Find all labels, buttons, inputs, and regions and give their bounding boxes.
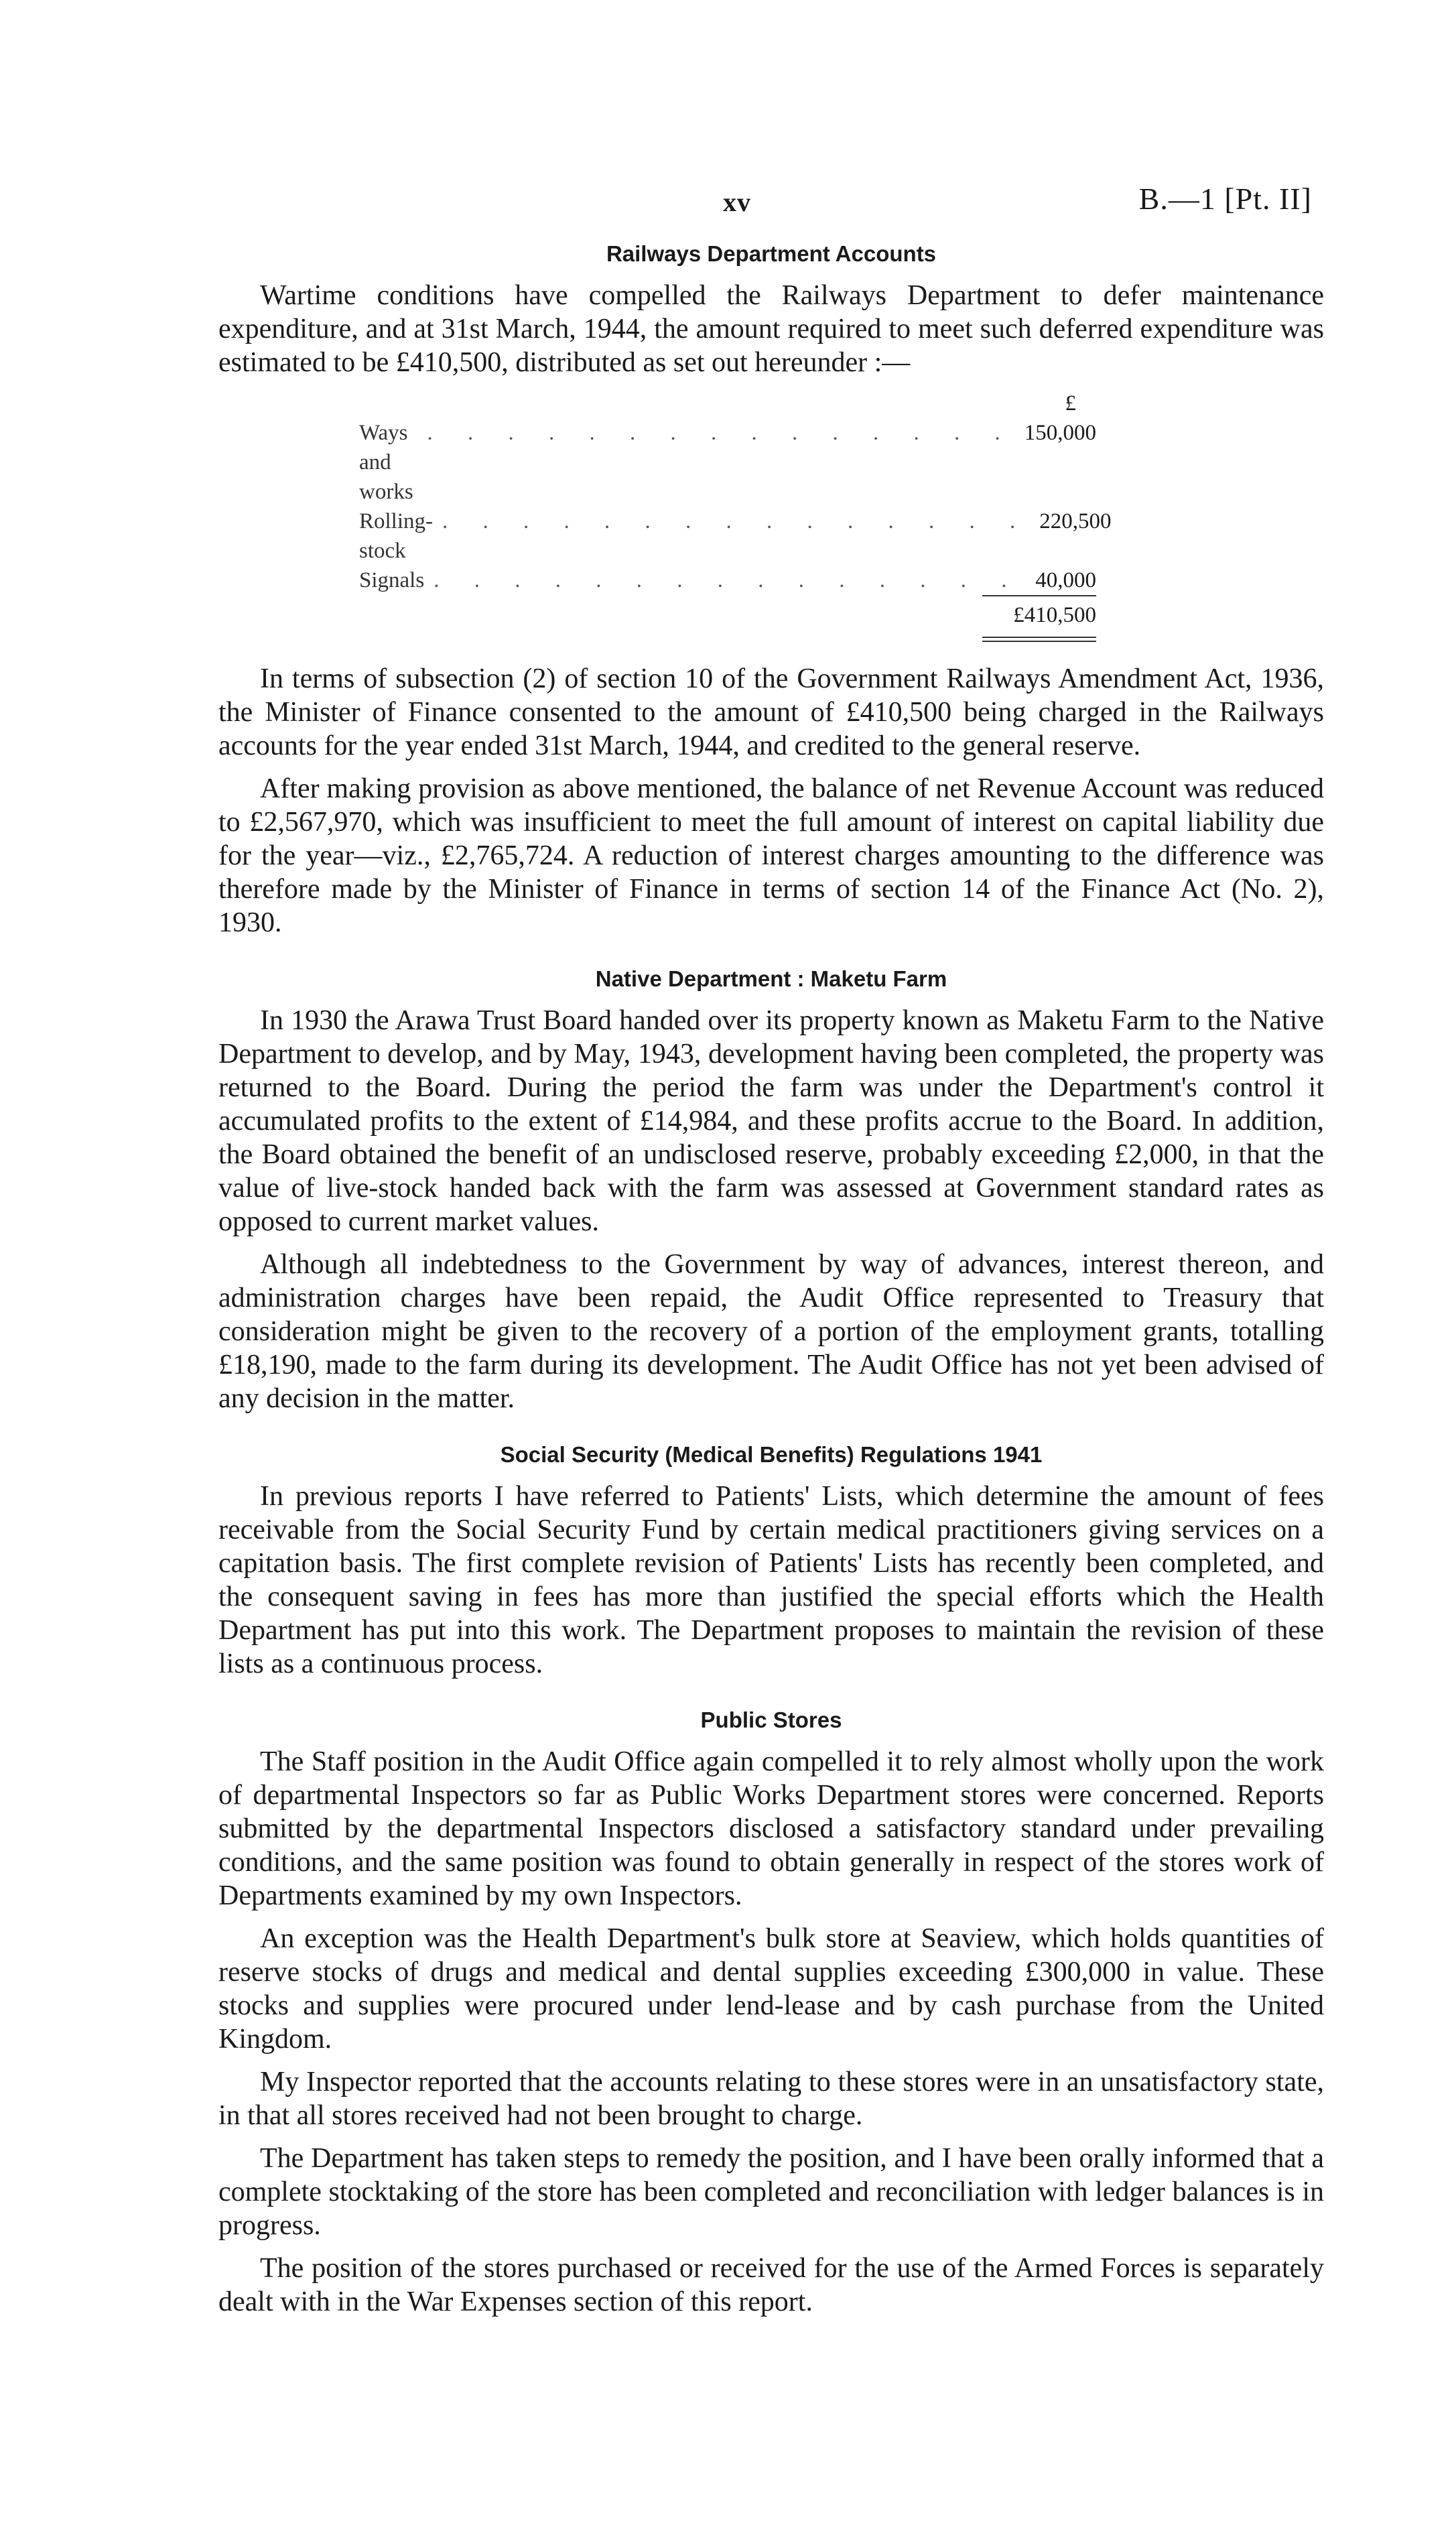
document-reference: B.—1 [Pt. II]	[1138, 182, 1312, 216]
leader-dots: . . . . . . . . . . . . . . .	[434, 568, 1022, 592]
paragraph: An exception was the Health Department's bulk store at Seaview, which holds quantities of reserve stocks of drugs and medical and dental supplies exceeding £300,000 in value. These stocks and supplies were procured under lend-lease and by cash purchase from the United Kingdom.	[218, 1923, 1324, 2055]
table-total: £410,500	[982, 595, 1096, 630]
section-railways	[218, 241, 1324, 940]
table-row	[359, 418, 1096, 507]
section-heading: Railways Department Accounts	[606, 241, 937, 266]
page-number: xv	[723, 187, 751, 217]
table-item: Rolling-stock	[359, 509, 434, 563]
table-item: Ways and works	[359, 421, 413, 504]
paragraph: In previous reports I have referred to Patients' Lists, which determine the amount of fees receivable from the Social Security Fund by certain medical practitioners giving services on a capitation basis. The first complete revision of Patients' Lists has recently been completed, and the consequent saving in fees has more than justified the special efforts which the Health Department has put into this work. The Department proposes to maintain the revision of these lists as a continuous process.	[218, 1481, 1324, 1679]
paragraph: The Department has taken steps to remedy the position, and I have been orally informed that a complete stocktaking of the store has been completed and reconciliation with ledger balances is in progress.	[218, 2143, 1324, 2241]
table-currency-unit: £	[1065, 391, 1076, 415]
document-body	[218, 241, 1324, 2345]
table-amount: 150,000	[1024, 421, 1096, 445]
section-heading: Social Security (Medical Benefits) Regulations 1941	[500, 1442, 1043, 1467]
expenditure-table	[359, 389, 1112, 642]
section-heading: Public Stores	[700, 1707, 842, 1732]
paragraph: Wartime conditions have compelled the Railways Department to defer maintenance expenditure, and at 31st March, 1944, the amount required to meet such deferred expenditure was estimated to be £410,500, distributed as set out hereunder :—	[218, 280, 1324, 378]
section-public-stores	[218, 1707, 1324, 2319]
paragraph: My Inspector reported that the accounts relating to these stores were in an unsatisfactory state, in that all stores received had not been brought to charge.	[218, 2067, 1324, 2131]
table-amount: 220,500	[1039, 509, 1112, 533]
paragraph: The position of the stores purchased or received for the use of the Armed Forces is separately dealt with in the War Expenses section of this report.	[218, 2253, 1324, 2317]
paragraph: The Staff position in the Audit Office again compelled it to rely almost wholly upon the work of departmental Inspectors so far as Public Works Department stores were concerned. Reports submitted by the departmental Inspectors disclosed a satisfactory standard under prevailing conditions, and the same position was found to obtain generally in respect of the stores work of Departments examined by my own Inspectors.	[218, 1746, 1324, 1911]
section-social-security	[218, 1442, 1324, 1681]
table-row	[359, 566, 1096, 595]
table-row	[359, 507, 1112, 566]
section-heading: Native Department : Maketu Farm	[595, 966, 947, 991]
total-double-rule	[982, 637, 1096, 642]
table-amount: 40,000	[1035, 568, 1096, 592]
paragraph: Although all indebtedness to the Government by way of advances, interest thereon, and administration charges have been repaid, the Audit Office represented to Treasury that consideration might be given to the recovery of a portion of the employment grants, totalling £18,190, made to the farm during its development. The Audit Office has not yet been advised of any decision in the matter.	[218, 1249, 1324, 1414]
paragraph: In 1930 the Arawa Trust Board handed over its property known as Maketu Farm to the Native Department to develop, and by May, 1943, development having been completed, the property was returned to the Board. During the period the farm was under the Department's control it accumulated profits to the extent of £14,984, and these profits accrue to the Board. In addition, the Board obtained the benefit of an undisclosed reserve, probably exceeding £2,000, in that the value of live-stock handed back with the farm was assessed at Government standard rates as opposed to current market values.	[218, 1005, 1324, 1237]
leader-dots: . . . . . . . . . . . . . . .	[427, 421, 1015, 445]
paragraph: After making provision as above mentioned, the balance of net Revenue Account was reduced to £2,567,970, which was insufficient to meet the full amount of interest on capital liability due for the year—viz., £2,765,724. A reduction of interest charges amounting to the difference was therefore made by the Minister of Finance in terms of section 14 of the Finance Act (No. 2), 1930.	[218, 773, 1324, 938]
paragraph: In terms of subsection (2) of section 10 of the Government Railways Amendment Act, 1936, the Minister of Finance consented to the amount of £410,500 being charged in the Railways accounts for the year ended 31st March, 1944, and credited to the general reserve.	[218, 663, 1324, 761]
section-native-department	[218, 966, 1324, 1415]
table-total-row	[359, 595, 1096, 630]
table-item: Signals	[359, 568, 425, 592]
leader-dots: . . . . . . . . . . . . . . .	[442, 509, 1031, 533]
